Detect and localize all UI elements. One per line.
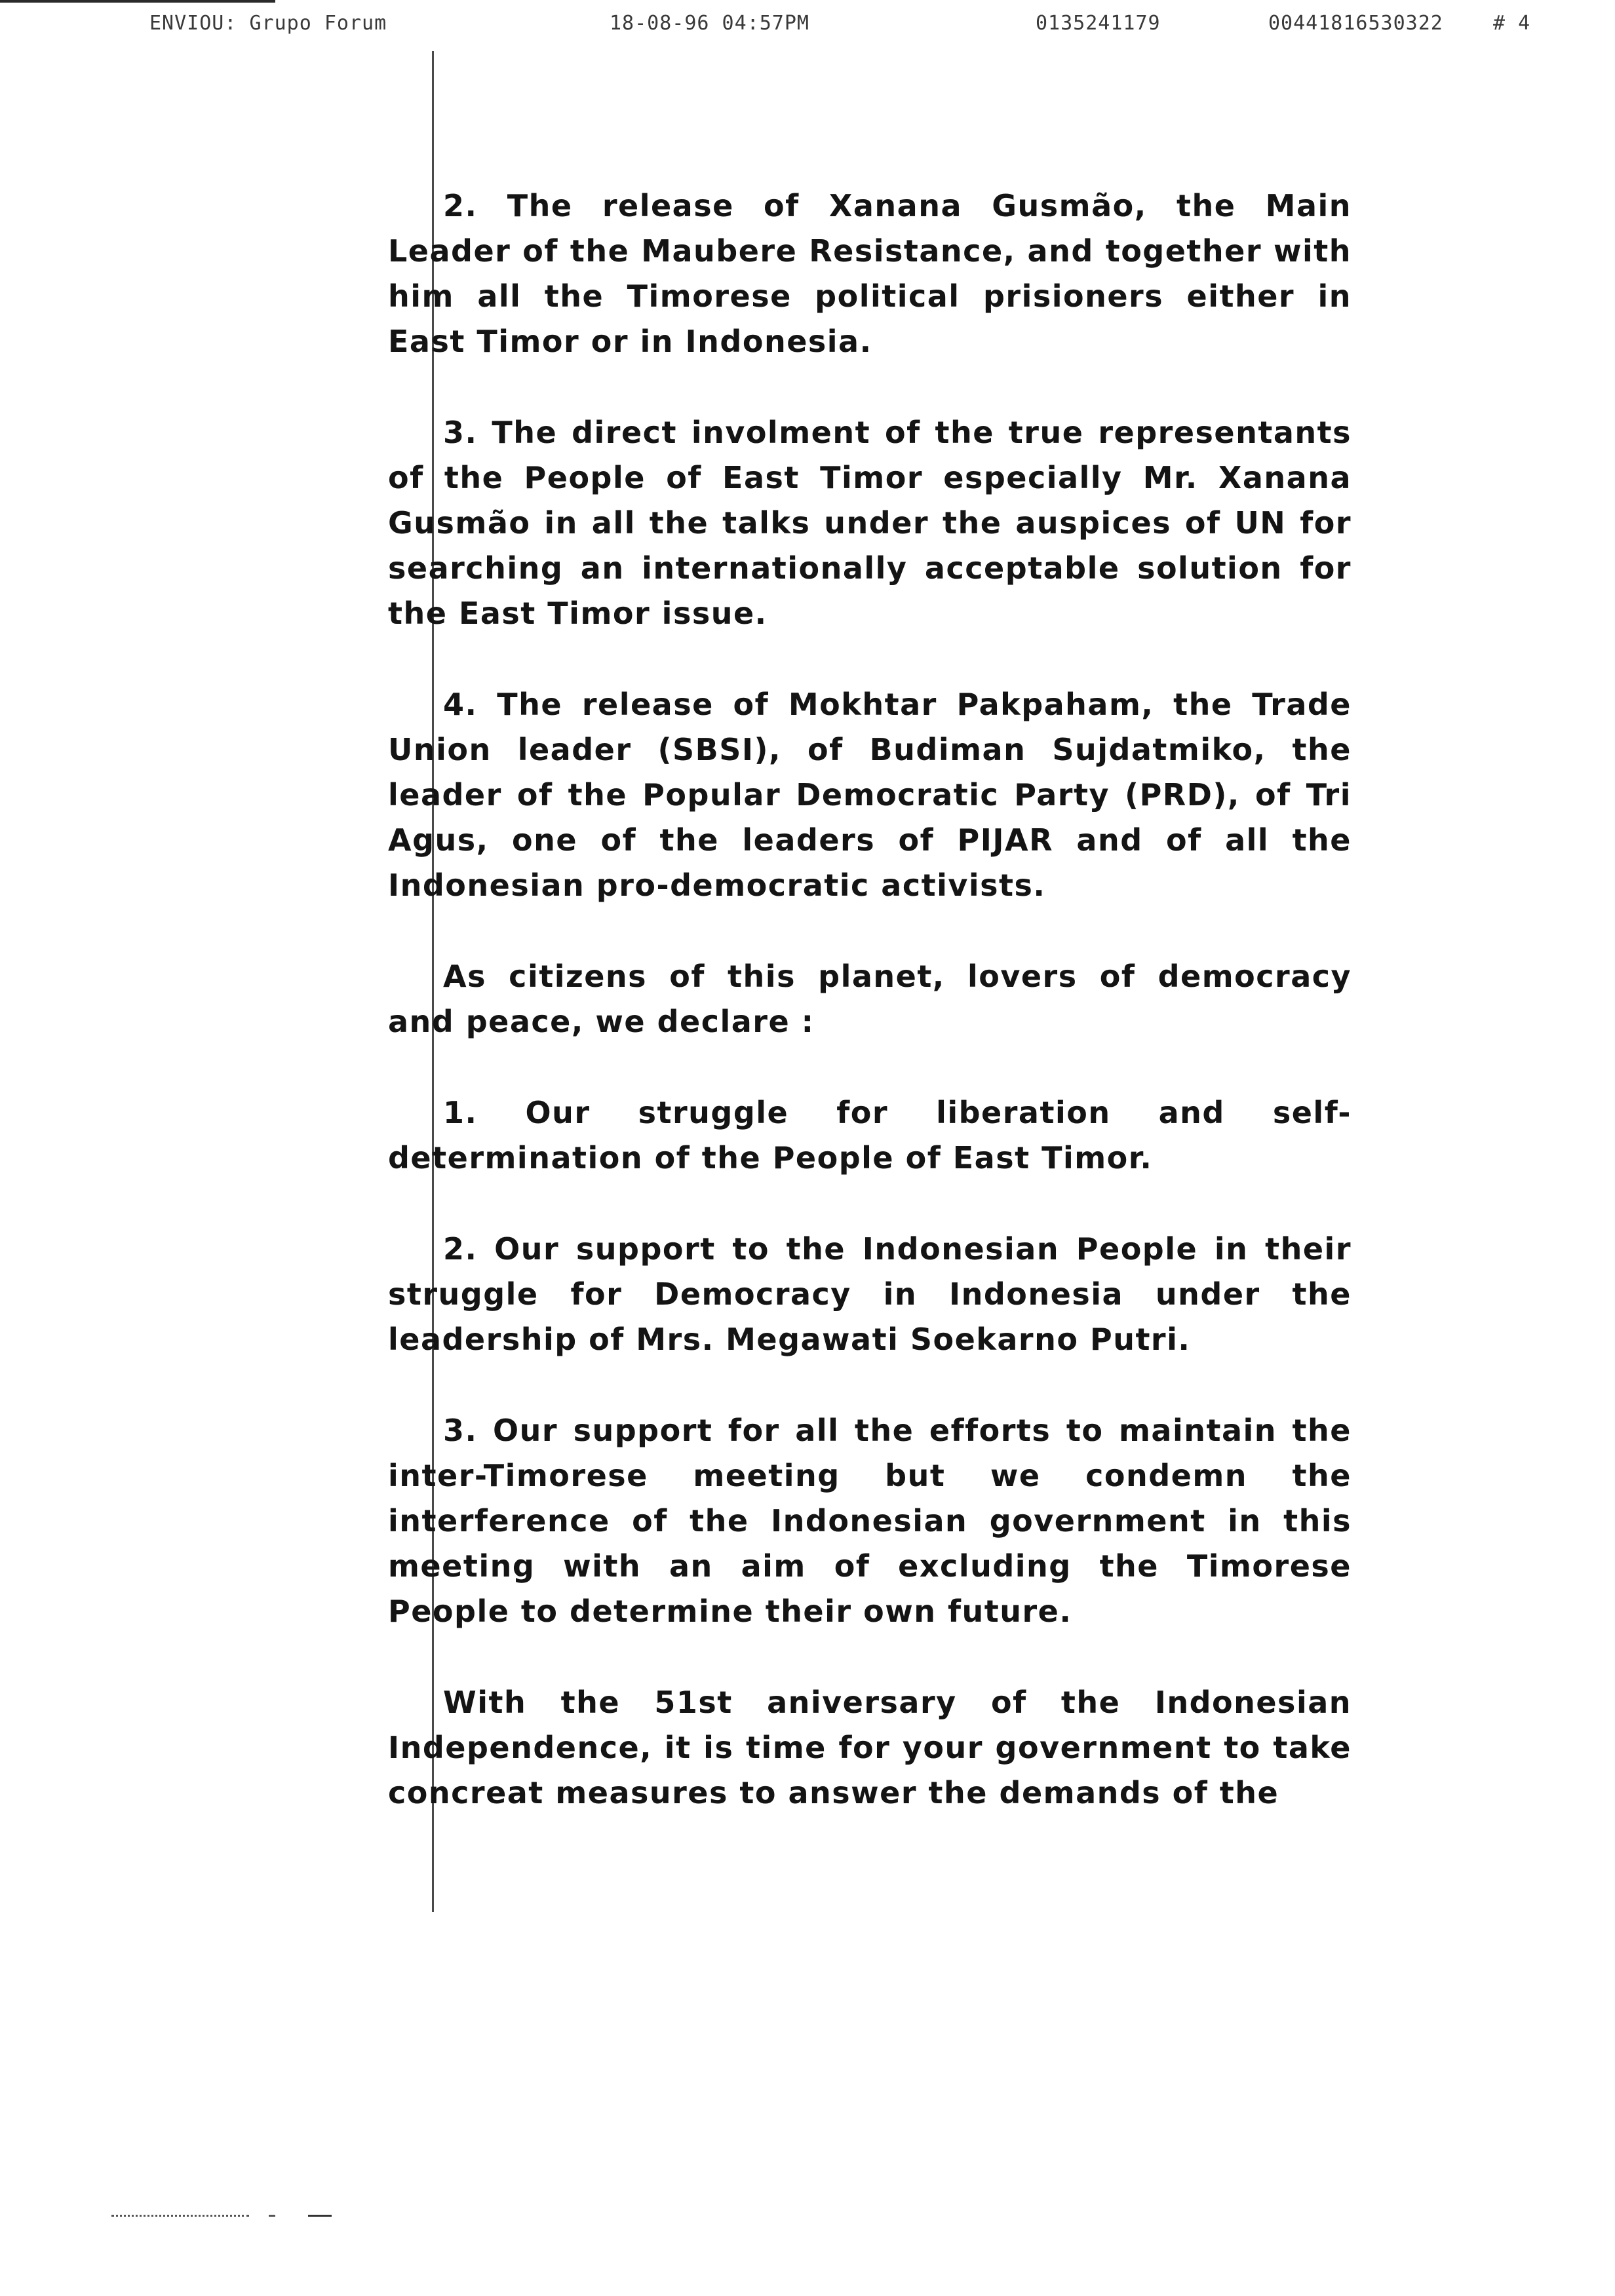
paragraph-declaration-1: 1. Our struggle for liberation and self-determination of the People of East Timor. — [388, 1095, 1352, 1176]
fax-datetime: 18-08-96 04:57PM — [610, 12, 809, 35]
paragraph-anniversary: With the 51st aniversary of the Indonesian Independence, it is time for your government to take concreat measures to answer the demands of the — [388, 1685, 1352, 1810]
paragraph-demand-4: 4. The release of Mokhtar Pakpaham, the Trade Union leader (SBSI), of Budiman Sujdatmiko, the leader of the Popular Democratic Party (PRD), of Tri Agus, one of the leaders of PIJAR and of all the Indonesian pro-democratic activists. — [388, 687, 1352, 903]
fax-from-number: 0135241179 — [1036, 12, 1161, 35]
paragraph-demand-3: 3. The direct involment of the true representants of the People of East Timor especially Mr. Xanana Gusmão in all the talks under the auspices of UN for searching an internationally acceptable solution for the East Timor issue. — [388, 415, 1352, 631]
paragraph-demand-2: 2. The release of Xanana Gusmão, the Main Leader of the Maubere Resistance, and together with him all the Timorese political prisioners either in East Timor or in Indonesia. — [388, 188, 1352, 359]
footer-dotted-rule — [111, 2215, 249, 2217]
footer-dash — [269, 2215, 275, 2217]
paragraph-declaration-intro: As citizens of this planet, lovers of democracy and peace, we declare : — [388, 959, 1352, 1039]
paragraph-declaration-3: 3. Our support for all the efforts to maintain the inter-Timorese meeting but we condemn the interference of the Indonesian government in this meeting with an aim of excluding the Timorese People to determine their own future. — [388, 1413, 1352, 1629]
fax-page-number: # 4 — [1493, 12, 1531, 35]
footer-dash — [308, 2215, 332, 2217]
paragraph-declaration-2: 2. Our support to the Indonesian People in their struggle for Democracy in Indonesia under the leadership of Mrs. Megawati Soekarno Putri. — [388, 1231, 1352, 1357]
document-body — [388, 183, 1352, 1862]
fax-top-rule — [0, 0, 275, 3]
fax-header — [0, 12, 1615, 45]
fax-to-number: 00441816530322 — [1268, 12, 1443, 35]
fax-sender: ENVIOU: Grupo Forum — [149, 12, 387, 35]
